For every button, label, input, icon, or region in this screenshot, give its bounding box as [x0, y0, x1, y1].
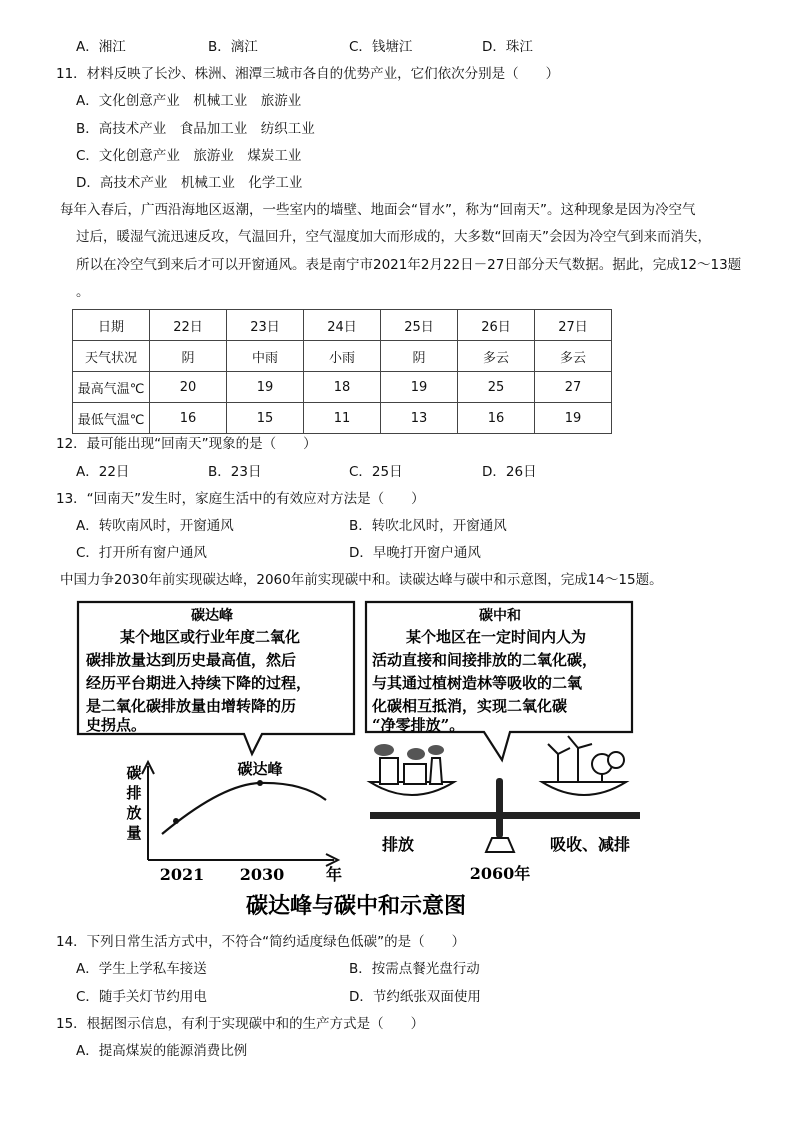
- q10-option-a: A．湘江: [76, 39, 126, 55]
- q12-option-b: B．23日: [208, 464, 262, 480]
- q15-option-a: A．提高煤炭的能源消费比例: [76, 1043, 248, 1059]
- emission-graph: [126, 760, 342, 884]
- q14-option-c: C．随手关灯节约用电: [76, 989, 207, 1005]
- table-cell: 中雨: [227, 341, 304, 372]
- table-cell: 19: [227, 372, 304, 403]
- table-cell: 27日: [535, 310, 612, 341]
- table-cell: 天气状况: [73, 341, 150, 372]
- table-cell: 阴: [150, 341, 227, 372]
- point-2021: [173, 818, 179, 824]
- q11-option-a: A．文化创意产业 机械工业 旅游业: [76, 93, 302, 109]
- q14-stem: 14．下列日常生活方式中，不符合“简约适度绿色低碳”的是（ ）: [56, 934, 466, 950]
- table-cell: 日期: [73, 310, 150, 341]
- table-cell: 24日: [304, 310, 381, 341]
- q13-stem: 13．“回南天”发生时，家庭生活中的有效应对方法是（ ）: [56, 491, 425, 507]
- q11-stem: 11．材料反映了长沙、株洲、湘潭三城市各自的优势产业，它们依次分别是（ ）: [56, 66, 560, 82]
- bubble-left-line-1: 某个地区或行业年度二氧化: [120, 628, 301, 646]
- q12-stem: 12．最可能出现“回南天”现象的是（ ）: [56, 436, 317, 452]
- q11-option-c: C．文化创意产业 旅游业 煤炭工业: [76, 148, 302, 164]
- q13-option-c: C．打开所有窗户通风: [76, 545, 207, 561]
- bubble-right-line-2: 活动直接和间接排放的二氧化碳，: [372, 651, 598, 669]
- table-cell: 阴: [381, 341, 458, 372]
- smoke-icon: [407, 748, 425, 760]
- y-axis-label-char: 量: [126, 824, 142, 842]
- y-axis-label-char: 排: [126, 784, 142, 802]
- q14-option-b: B．按需点餐光盘行动: [349, 961, 480, 977]
- table-cell: 25: [458, 372, 535, 403]
- y-axis-label-char: 放: [126, 804, 142, 822]
- table-cell: 16: [458, 403, 535, 434]
- chimney-icon: [430, 758, 442, 784]
- bubble-left-line-3: 经历平台期进入持续下降的过程，: [86, 674, 312, 692]
- passage1-line-3: 所以在冷空气到来后才可以开窗通风。表是南宁市2021年2月22日－27日部分天气数据。据此，完成12～13题: [76, 257, 742, 273]
- bubble-left-line-4: 是二氧化碳排放量由增转降的历: [86, 697, 297, 715]
- q11-option-d: D．高技术产业 机械工业 化学工业: [76, 175, 303, 191]
- q13-option-a: A．转吹南风时，开窗通风: [76, 518, 234, 534]
- scale-post: [496, 778, 503, 838]
- table-cell: 多云: [535, 341, 612, 372]
- q10-option-c: C．钱塘江: [349, 39, 413, 55]
- table-cell: 20: [150, 372, 227, 403]
- table-cell: 19: [381, 372, 458, 403]
- passage2: 中国力争2030年前实现碳达峰，2060年前实现碳中和。读碳达峰与碳中和示意图，完成14～15题。: [60, 572, 663, 588]
- emission-curve: [162, 783, 326, 834]
- table-cell: 最高气温℃: [73, 372, 150, 403]
- q12-option-d: D．26日: [482, 464, 537, 480]
- table-row: [73, 341, 612, 372]
- table-cell: 16: [150, 403, 227, 434]
- q14-option-d: D．节约纸张双面使用: [349, 989, 481, 1005]
- table-cell: 27: [535, 372, 612, 403]
- scale-beam: [370, 812, 640, 819]
- scale-base: [486, 838, 514, 852]
- tree-icon: [608, 752, 624, 768]
- passage1-line-2: 过后，暖湿气流迅速反攻，气温回升，空气湿度加大而形成的，大多数“回南天”会因为冷空气到来而消失，: [76, 229, 711, 245]
- smoke-icon: [374, 744, 394, 756]
- table-cell: 19: [535, 403, 612, 434]
- building-icon: [404, 764, 426, 784]
- bubble-left-title: 碳达峰: [191, 608, 233, 624]
- balance-scale: [370, 736, 640, 883]
- table-row: [73, 310, 612, 341]
- scale-right-label: 吸收、减排: [549, 835, 631, 854]
- passage1-line-4: 。: [76, 284, 90, 300]
- smoke-icon: [428, 745, 444, 755]
- table-cell: 最低气温℃: [73, 403, 150, 434]
- x-axis-unit: 年: [325, 865, 343, 884]
- q13-option-b: B．转吹北风时，开窗通风: [349, 518, 507, 534]
- table-row: [73, 372, 612, 403]
- carbon-diagram: [72, 598, 640, 923]
- bubble-right-title: 碳中和: [479, 608, 521, 624]
- q12-option-c: C．25日: [349, 464, 403, 480]
- peak-label: 碳达峰: [237, 760, 283, 778]
- table-cell: 多云: [458, 341, 535, 372]
- scale-pan-right: [542, 782, 626, 795]
- q14-option-a: A．学生上学私车接送: [76, 961, 207, 977]
- table-cell: 23日: [227, 310, 304, 341]
- point-2030: [257, 780, 263, 786]
- q10-option-b: B．漓江: [208, 39, 258, 55]
- table-cell: 13: [381, 403, 458, 434]
- table-cell: 小雨: [304, 341, 381, 372]
- x-tick-2021: 2021: [159, 865, 205, 884]
- bubble-left-line-2: 碳排放量达到历史最高值，然后: [86, 651, 297, 669]
- q12-option-a: A．22日: [76, 464, 130, 480]
- turbine-blades: [548, 744, 570, 766]
- q15-stem: 15．根据图示信息，有利于实现碳中和的生产方式是（ ）: [56, 1016, 425, 1032]
- table-cell: 25日: [381, 310, 458, 341]
- table-cell: 18: [304, 372, 381, 403]
- diagram-caption: 碳达峰与碳中和示意图: [245, 893, 467, 919]
- scale-year-label: 2060年: [469, 864, 531, 883]
- table-row: [73, 403, 612, 434]
- y-axis-label-char: 碳: [126, 764, 142, 782]
- table-cell: 15: [227, 403, 304, 434]
- bubble-right-line-5: “净零排放”。: [372, 716, 465, 734]
- bubble-right-line-1: 某个地区在一定时间内人为: [406, 628, 587, 646]
- q10-option-d: D．珠江: [482, 39, 533, 55]
- table-cell: 22日: [150, 310, 227, 341]
- turbine-blades: [568, 736, 592, 762]
- q13-option-d: D．早晚打开窗户通风: [349, 545, 481, 561]
- table-cell: 26日: [458, 310, 535, 341]
- scale-left-label: 排放: [381, 835, 415, 854]
- table-cell: 11: [304, 403, 381, 434]
- passage1-line-1: 每年入春后，广西沿海地区返潮，一些室内的墙壁、地面会“冒水”，称为“回南天”。这种现象是因为冷空气: [60, 202, 696, 218]
- bubble-right-line-4: 化碳相互抵消，实现二氧化碳: [372, 697, 568, 715]
- q11-option-b: B．高技术产业 食品加工业 纺织工业: [76, 121, 315, 137]
- x-tick-2030: 2030: [239, 865, 285, 884]
- bubble-left-line-5: 史拐点。: [86, 716, 147, 734]
- bubble-right-line-3: 与其通过植树造林等吸收的二氧: [372, 674, 583, 692]
- factory-icon: [380, 758, 398, 784]
- weather-table: [72, 309, 612, 434]
